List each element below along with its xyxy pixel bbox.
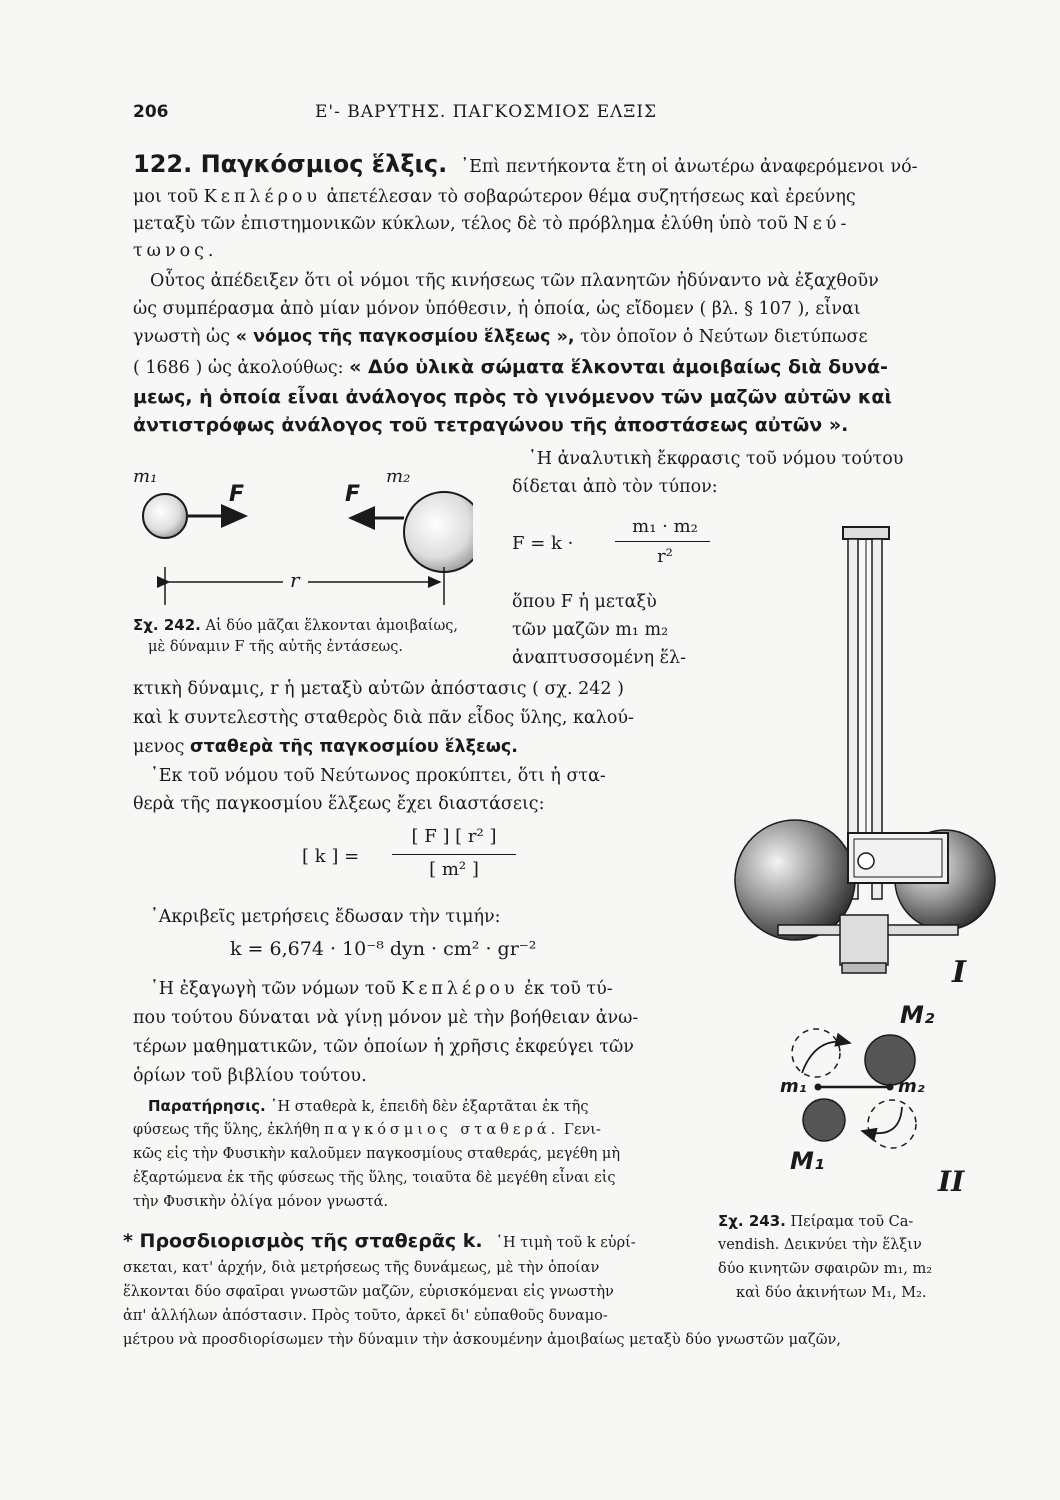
figure-242	[133, 462, 473, 607]
note-line: φύσεως τῆς ὕλης, ἐκλήθη παγκόσμιος σταθερά. Γενι-	[133, 1122, 601, 1138]
name-newton: Νεύ-	[793, 214, 851, 234]
large-sphere	[404, 492, 473, 572]
mirror	[858, 853, 874, 869]
label-I: I	[952, 955, 967, 990]
paragraph-line: ᾿Επὶ πεντήκοντα ἔτη οἱ ἀνωτέρω ἀναφερόμενοι νό-	[460, 157, 918, 177]
paragraph-line: μεταξὺ τῶν ἐπιστημονικῶν κύκλων, τέλος δὲ τὸ πρόβλημα ἐλύθη ὑπὸ τοῦ Νεύ-	[133, 214, 851, 234]
base-column	[840, 915, 888, 965]
paragraph-line: τῶν μαζῶν m₁ m₂	[512, 620, 669, 640]
constant-name: σταθερὰ τῆς παγκοσμίου ἕλξεως.	[190, 737, 518, 757]
formula-lhs: [ k ] =	[302, 846, 360, 867]
paragraph-line: ᾿Εκ τοῦ νόμου τοῦ Νεύτωνος προκύπτει, ὅτι ἡ στα-	[150, 766, 606, 786]
label-M2: M₂	[900, 1001, 935, 1029]
caption-label: Σχ. 242.	[133, 616, 201, 634]
paragraph-line: Οὗτος ἀπέδειξεν ὅτι οἱ νόμοι τῆς κινήσεως τῶν πλανητῶν ἠδύναντο νὰ ἐξαχθοῦν	[150, 271, 879, 291]
paragraph-line: σκεται, κατ' ἀρχήν, διὰ μετρήσεως τῆς δυνάμεως, μὲ τὴν ὁποίαν	[123, 1260, 600, 1276]
label-m1: m₁	[780, 1076, 807, 1097]
section-title: 122. Παγκόσμιος ἕλξις.	[133, 150, 448, 178]
law-name: « νόμος τῆς παγκοσμίου ἕλξεως »,	[235, 327, 575, 347]
paragraph-line: ἀπ' ἀλλήλων ἀπόστασιν. Πρὸς τοῦτο, ἀρκεῖ δι' εὐπαθοῦς δυναμο-	[123, 1308, 608, 1324]
paragraph-line: μέτρου νὰ προσδιορίσωμεν τὴν δύναμιν τὴν ἀσκουμένην ἀμοιβαίως μεταξὺ δύο γνωστῶν μαζῶν,	[123, 1332, 841, 1348]
figure-243-caption: Σχ. 243. Πείραμα τοῦ Ca-	[718, 1212, 914, 1230]
formula-numerator: [ F ] [ r² ]	[411, 826, 497, 847]
fraction-bar	[615, 541, 710, 542]
paragraph-line: ὡς συμπέρασμα ἀπὸ μίαν μόνον ὑπόθεσιν, ἡ ὁποία, ὡς εἴδομεν ( βλ. § 107 ), εἶναι	[133, 299, 861, 319]
law-statement: « Δύο ὑλικὰ σώματα ἕλκονται ἀμοιβαίως διὰ δυνά-	[349, 356, 888, 378]
formula-constant-value: k = 6,674 · 10⁻⁸ dyn · cm² · gr⁻²	[230, 938, 537, 960]
label-force: F	[229, 482, 245, 507]
subsection-heading-line: * Προσδιορισμὸς τῆς σταθερᾶς k. ῾Η τιμὴ τοῦ k εὑρί-	[123, 1230, 636, 1252]
figure-243	[730, 525, 1010, 1198]
figure-242-caption-line: μὲ δύναμιν F τῆς αὐτῆς ἐντάσεως.	[148, 639, 404, 655]
fraction-bar	[392, 854, 516, 855]
formula-numerator: m₁ · m₂	[632, 516, 698, 537]
formula-denominator: [ m² ]	[429, 859, 479, 880]
label-m2: m₂	[898, 1076, 925, 1097]
fixed-sphere-left	[735, 820, 855, 940]
dashed-sphere-M2-initial	[792, 1029, 840, 1077]
paragraph-line: ἀναπτυσσομένη ἕλ-	[512, 648, 687, 668]
figure-243-caption-line: καὶ δύο ἀκινήτων M₁, M₂.	[736, 1285, 927, 1301]
label-M1: M₁	[790, 1147, 825, 1175]
name-kepler: Κεπλέρου	[203, 187, 322, 207]
suspension-cap	[843, 527, 889, 539]
figure-243-caption-line: vendish. Δεικνύει τὴν ἕλξιν	[718, 1237, 922, 1253]
figure-242-drawing	[133, 462, 473, 607]
paragraph-line: καὶ k συντελεστὴς σταθερὸς διὰ πᾶν εἶδος ὕλης, καλού-	[133, 708, 634, 728]
label-r: r	[290, 568, 300, 592]
law-statement: ἀντιστρόφως ἀνάλογος τοῦ τετραγώνου τῆς ἀποστάσεως αὐτῶν ».	[133, 414, 849, 436]
name-kepler: Κεπλέρου	[401, 979, 519, 999]
note-line: κῶς εἰς τὴν Φυσικὴν καλοῦμεν παγκοσμίους σταθεράς, μεγέθη μὴ	[133, 1146, 621, 1162]
paragraph-line: ὁρίων τοῦ βιβλίου τούτου.	[133, 1066, 367, 1086]
note-line: Παρατήρησις. ῾Η σταθερὰ k, ἐπειδὴ δὲν ἐξαρτᾶται ἐκ τῆς	[148, 1097, 589, 1115]
figure-243-drawing	[730, 525, 1010, 1195]
paragraph-line: θερὰ τῆς παγκοσμίου ἕλξεως ἔχει διαστάσεις:	[133, 794, 545, 814]
sphere-M1	[803, 1099, 845, 1141]
paragraph-line: ῾Η ἀναλυτικὴ ἔκφρασις τοῦ νόμου τούτου	[528, 449, 904, 469]
figure-242-caption: Σχ. 242. Αἱ δύο μᾶζαι ἕλκονται ἀμοιβαίως,	[133, 616, 459, 634]
small-sphere	[143, 494, 187, 538]
figure-243-caption-line: δύο κινητῶν σφαιρῶν m₁, m₂	[718, 1261, 933, 1277]
base-foot	[842, 963, 886, 973]
label-m2: m₂	[386, 466, 411, 487]
note-line: ἐξαρτώμενα ἐκ τῆς φύσεως τῆς ὕλης, τοιαῦτα δὲ μεγέθη εἶναι εἰς	[133, 1170, 616, 1186]
paragraph-line: μοι τοῦ Κεπλέρου ἀπετέλεσαν τὸ σοβαρώτερον θέμα συζητήσεως καὶ ἐρεύνης	[133, 187, 856, 207]
law-statement: μεως, ἡ ὁποία εἶναι ἀνάλογος πρὸς τὸ γινόμενον τῶν μαζῶν αὐτῶν καὶ	[133, 386, 892, 408]
note-label: Παρατήρησις.	[148, 1097, 266, 1115]
universal-constant: παγκόσμιος σταθερά.	[324, 1122, 560, 1138]
page-number: 206	[133, 102, 169, 122]
paragraph-line: ὅπου F ἡ μεταξὺ	[512, 592, 657, 612]
paragraph-line: μενος σταθερὰ τῆς παγκοσμίου ἕλξεως.	[133, 737, 518, 757]
label-m1: m₁	[133, 466, 158, 487]
dashed-sphere-M1-initial	[868, 1100, 916, 1148]
formula-denominator: r²	[657, 546, 673, 567]
paragraph-line: γνωστὴ ὡς « νόμος τῆς παγκοσμίου ἕλξεως », τὸν ὁποῖον ὁ Νεύτων διετύπωσε	[133, 327, 868, 347]
note-line: τὴν Φυσικὴν ὀλίγα μόνον γνωστά.	[133, 1194, 389, 1210]
paragraph-line: ῾Η ἐξαγωγὴ τῶν νόμων τοῦ Κεπλέρου ἐκ τοῦ τύ-	[150, 979, 613, 999]
caption-label: Σχ. 243.	[718, 1212, 786, 1230]
paragraph-line: κτικὴ δύναμις, r ἡ μεταξὺ αὐτῶν ἀπόστασις ( σχ. 242 )	[133, 679, 624, 699]
running-title: Ε'- ΒΑΡΥΤΗΣ. ΠΑΓΚΟΣΜΙΟΣ ΕΛΞΙΣ	[315, 102, 658, 122]
paragraph-line: τέρων μαθηματικῶν, τῶν ὁποίων ἡ χρῆσις ἐκφεύγει τῶν	[133, 1037, 634, 1057]
label-II: II	[938, 1165, 965, 1198]
label-force: F	[345, 482, 361, 507]
paragraph-line: ( 1686 ) ὡς ἀκολούθως: « Δύο ὑλικὰ σώματα ἕλκονται ἀμοιβαίως διὰ δυνά-	[133, 356, 888, 378]
paragraph-line: που τούτου δύναται νὰ γίνῃ μόνον μὲ τὴν βοήθειαν ἀνω-	[133, 1008, 639, 1028]
paragraph-line: ᾿Ακριβεῖς μετρήσεις ἔδωσαν τὴν τιμήν:	[150, 907, 501, 927]
paragraph-line: δίδεται ἀπὸ τὸν τύπον:	[512, 477, 718, 497]
subsection-title: * Προσδιορισμὸς τῆς σταθερᾶς k.	[123, 1230, 483, 1252]
section-heading-line	[133, 150, 918, 180]
paragraph-line: τωνος.	[133, 241, 218, 261]
paragraph-line: ἕλκονται δύο σφαῖραι γνωστῶν μαζῶν, εὑρισκόμεναι εἰς γνωστὴν	[123, 1284, 614, 1300]
formula-lhs: F = k ·	[512, 533, 574, 554]
